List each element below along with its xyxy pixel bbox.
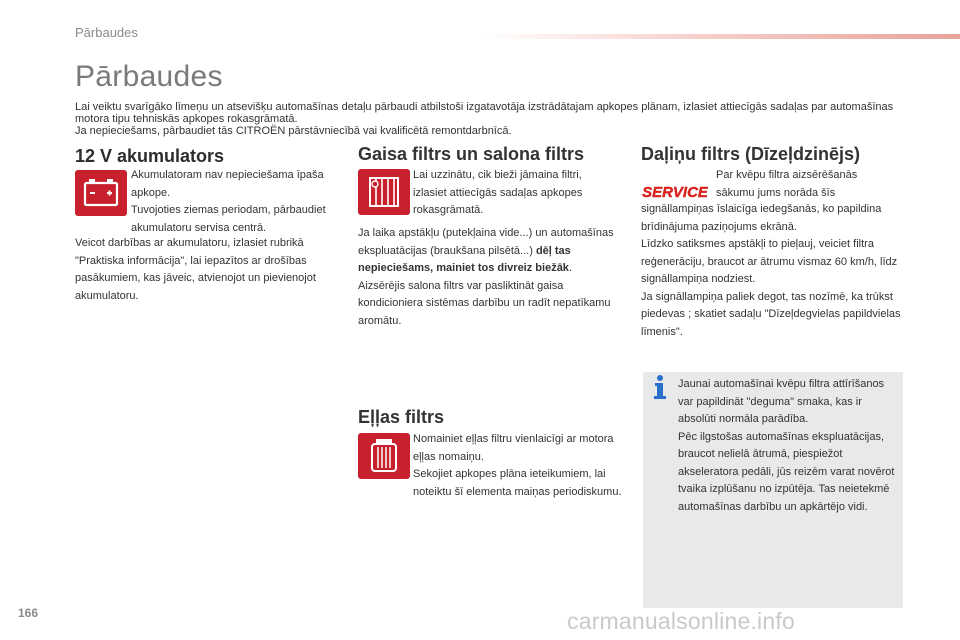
particle-filter-paragraph: Ja signāllampiņa paliek degot, tas nozīmē, ka trūkst piedevas ; skatiet sadaļu "Dīzeļdegvielas papildvielas līmenis".	[641, 290, 901, 338]
oil-filter-icon	[358, 433, 410, 479]
cabin-filter-section-title: Gaisa filtrs un salona filtrs	[358, 144, 585, 164]
page-title: Pārbaudes	[75, 60, 223, 93]
battery-section-title: 12 V akumulators	[75, 146, 225, 166]
watermark: carmanualsonline.info	[567, 608, 795, 634]
cabin-filter-description: Lai uzzinātu, cik bieži jāmaina filtri, izlasiet attiecīgās sadaļas apkopes rokasgrāmatā.	[413, 169, 583, 216]
battery-safety-note: Veicot darbības ar akumulatoru, izlasiet rubrikā "Praktiska informācija", lai iepazītos ar drošības pasākumiem, kas jāveic, atvienojot un pievienojot akumulatoru.	[75, 237, 316, 302]
oil-filter-paragraph: Sekojiet apkopes plāna ieteikumiem, lai noteiktu šī elementa maiņas periodiskumu.	[413, 468, 622, 498]
intro-text	[75, 101, 915, 138]
info-box-text	[678, 376, 896, 516]
cabin-filter-details	[358, 225, 620, 330]
oil-filter-section-title: Eļļas filtrs	[358, 407, 445, 427]
page-number: 166	[18, 606, 39, 620]
service-label: SERVICE	[642, 184, 708, 201]
cabin-filter-paragraph	[358, 225, 620, 278]
battery-description	[131, 167, 346, 237]
info-icon	[650, 374, 670, 400]
cabin-filter-emphasis: dēļ tas nepieciešams, mainiet tos divreiz biežāk	[358, 244, 571, 274]
intro-paragraph: Ja nepieciešams, pārbaudiet tās CITROËN pārstāvniecībā vai kvalificētā remontdarbnīcā.	[75, 125, 512, 138]
particle-filter-section-title: Daļiņu filtrs (Dīzeļdzinējs)	[641, 144, 861, 164]
running-head: Pārbaudes	[75, 25, 138, 40]
cabin-filter-paragraph: Aizsērējis salona filtrs var pasliktināt gaisa kondicioniera sistēmas darbību un radīt nepatīkamu aromātu.	[358, 279, 611, 327]
info-paragraph: Pēc ilgstošas automašīnas ekspluatācijas, braucot nelielā ātrumā, piespiežot akseleratora pedāli, jūs reizēm varat novērot tvaika izplūšanu no izpūtēja. Tas neietekmē automašīnas darbību un apkārtējo vidi.	[678, 430, 895, 513]
header-rule	[480, 34, 960, 39]
particle-filter-paragraph: Līdzko satiksmes apstākļi to pieļauj, veiciet filtra reģenerāciju, braucot ar ātrumu vismaz 60 km/h, līdz signāllampiņa nodziest.	[641, 238, 898, 285]
battery-paragraph: Tuvojoties ziemas periodam, pārbaudiet akumulatoru servisa centrā.	[131, 204, 326, 234]
particle-filter-paragraph: signāllampiņas īslaicīga iedegšanās, ko papildina brīdinājuma paziņojums ekrānā.	[641, 203, 882, 233]
particle-filter-details	[641, 201, 906, 341]
info-paragraph: Jaunai automašīnai kvēpu filtra attīrīšanos var papildināt "deguma" smaka, kas ir absolūti normāla parādība.	[678, 378, 885, 425]
air-filter-icon	[358, 169, 410, 215]
battery-icon	[75, 170, 127, 216]
battery-paragraph: Akumulatoram nav nepieciešama īpaša apkope.	[131, 169, 324, 199]
oil-filter-paragraph: Nomainiet eļļas filtru vienlaicīgi ar motora eļļas nomaiņu.	[413, 433, 614, 463]
intro-paragraph: Lai veiktu svarīgāko līmeņu un atsevišķu automašīnas detaļu pārbaudi atbilstoši izgatavotāja izstrādātajam apkopes plānam, izlasiet attiecīgās sadaļas par automašīnas motora tipu tehniskās apkopes rokasgrāmatā.	[75, 101, 894, 126]
cabin-filter-text: Ja laika apstākļu (putekļaina vide...) un automašīnas ekspluatācijas (braukšana pilsētā...)	[358, 227, 614, 257]
oil-filter-description	[413, 431, 623, 501]
cabin-filter-text: .	[568, 262, 572, 274]
particle-filter-intro: Par kvēpu filtra aizsērēšanās sākumu jums norāda šīs	[716, 169, 858, 199]
